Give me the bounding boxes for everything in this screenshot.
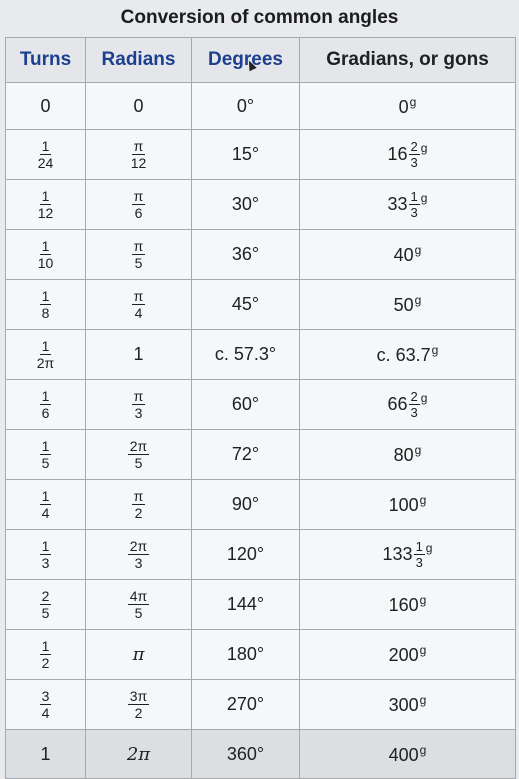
radians-value: 1 bbox=[133, 344, 144, 364]
numerator: 2 bbox=[41, 588, 50, 604]
radians-fraction bbox=[128, 439, 149, 470]
gradian-unit: g bbox=[414, 443, 422, 457]
turns-fraction bbox=[40, 689, 52, 720]
denominator: 4 bbox=[134, 305, 143, 321]
cell-radians bbox=[86, 83, 192, 130]
gradian-unit: g bbox=[414, 243, 422, 257]
header-gradians[interactable]: Gradians, or gons bbox=[300, 38, 516, 83]
gradians-mixed-number bbox=[388, 390, 420, 419]
turns-fraction bbox=[35, 339, 56, 370]
turns-value: 0 bbox=[40, 95, 51, 116]
cell-radians bbox=[86, 280, 192, 330]
cell-gradians bbox=[300, 330, 516, 380]
denominator: 12 bbox=[130, 155, 147, 171]
cell-degrees bbox=[192, 480, 300, 530]
denominator: 4 bbox=[41, 705, 50, 721]
table-row bbox=[6, 630, 516, 680]
denominator: 3 bbox=[415, 555, 423, 570]
degrees-value: 270° bbox=[226, 694, 265, 714]
numerator: 1 bbox=[41, 138, 50, 154]
denominator: 2 bbox=[134, 705, 143, 721]
cell-gradians bbox=[300, 380, 516, 430]
denominator: 12 bbox=[37, 205, 54, 221]
gradian-unit: g bbox=[414, 293, 422, 307]
cell-degrees bbox=[192, 180, 300, 230]
cell-radians bbox=[86, 230, 192, 280]
cell-turns bbox=[6, 380, 86, 430]
cell-radians bbox=[86, 180, 192, 230]
numerator: 1 bbox=[41, 488, 50, 504]
gradian-unit: g bbox=[420, 391, 428, 405]
gradian-unit: g bbox=[425, 541, 433, 555]
gradian-unit: g bbox=[431, 343, 439, 357]
denominator: 2π bbox=[36, 355, 55, 371]
cell-gradians bbox=[300, 530, 516, 580]
radians-fraction bbox=[132, 489, 146, 520]
radians-value: 0 bbox=[133, 95, 144, 116]
gradian-unit: g bbox=[419, 593, 427, 607]
denominator: 6 bbox=[41, 405, 50, 421]
cell-degrees bbox=[192, 83, 300, 130]
cell-turns bbox=[6, 680, 86, 730]
degrees-value: 45° bbox=[231, 294, 260, 314]
cell-degrees bbox=[192, 130, 300, 180]
cell-degrees bbox=[192, 680, 300, 730]
cell-gradians bbox=[300, 430, 516, 480]
gradian-unit: g bbox=[409, 94, 417, 109]
cell-gradians bbox=[300, 630, 516, 680]
cell-turns bbox=[6, 180, 86, 230]
cell-turns bbox=[6, 130, 86, 180]
cell-degrees bbox=[192, 430, 300, 480]
numerator: 1 bbox=[41, 538, 50, 554]
cell-turns bbox=[6, 580, 86, 630]
numerator: 1 bbox=[415, 539, 423, 554]
cell-turns bbox=[6, 83, 86, 130]
gradian-unit: g bbox=[419, 742, 427, 757]
numerator: 4π bbox=[129, 588, 148, 604]
gradians-fraction bbox=[409, 190, 420, 219]
denominator: 24 bbox=[37, 155, 54, 171]
numerator: 1 bbox=[41, 338, 50, 354]
denominator: 3 bbox=[410, 405, 418, 420]
table-row bbox=[6, 330, 516, 380]
table-row bbox=[6, 230, 516, 280]
gradians-fraction bbox=[409, 140, 420, 169]
cell-gradians bbox=[300, 680, 516, 730]
numerator: π bbox=[133, 488, 144, 504]
gradians-fraction bbox=[414, 540, 425, 569]
gradian-unit: g bbox=[420, 141, 428, 155]
degrees-value: 144° bbox=[226, 594, 265, 614]
turns-fraction bbox=[36, 139, 56, 170]
table-row bbox=[6, 280, 516, 330]
gradians-value: 100 bbox=[388, 495, 419, 515]
cell-gradians bbox=[300, 480, 516, 530]
turns-fraction bbox=[40, 289, 52, 320]
gradians-value: c. 63.7 bbox=[376, 345, 431, 365]
gradians-value: 50 bbox=[393, 295, 414, 315]
table-row bbox=[6, 730, 516, 779]
denominator: 5 bbox=[134, 255, 143, 271]
header-degrees[interactable]: Degrees bbox=[192, 38, 300, 83]
table-caption: Conversion of common angles bbox=[120, 7, 399, 28]
cell-radians bbox=[86, 580, 192, 630]
radians-fraction bbox=[132, 189, 146, 220]
cell-degrees bbox=[192, 580, 300, 630]
numerator: 1 bbox=[41, 288, 50, 304]
table-row bbox=[6, 130, 516, 180]
numerator: 1 bbox=[41, 638, 50, 654]
denominator: 5 bbox=[134, 455, 143, 471]
denominator: 8 bbox=[41, 305, 50, 321]
turns-fraction bbox=[40, 589, 52, 620]
numerator: π bbox=[133, 138, 144, 154]
denominator: 3 bbox=[410, 205, 418, 220]
radians-fraction bbox=[128, 589, 149, 620]
numerator: π bbox=[133, 388, 144, 404]
cell-radians bbox=[86, 330, 192, 380]
gradian-unit: g bbox=[419, 693, 427, 707]
header-radians[interactable]: Radians bbox=[86, 38, 192, 83]
cell-gradians bbox=[300, 730, 516, 779]
cell-gradians bbox=[300, 83, 516, 130]
denominator: 5 bbox=[134, 605, 143, 621]
numerator: π bbox=[133, 188, 144, 204]
cell-turns bbox=[6, 280, 86, 330]
gradians-fraction bbox=[409, 390, 420, 419]
table-row bbox=[6, 430, 516, 480]
cell-radians bbox=[86, 430, 192, 480]
radians-value: 2π bbox=[126, 743, 151, 765]
gradians-value: 160 bbox=[388, 595, 419, 615]
gradians-whole: 33 bbox=[387, 194, 408, 214]
header-turns[interactable]: Turns bbox=[6, 38, 86, 83]
denominator: 5 bbox=[41, 455, 50, 471]
degrees-value: 30° bbox=[231, 194, 260, 214]
turns-fraction bbox=[40, 539, 52, 570]
cell-turns bbox=[6, 430, 86, 480]
cell-gradians bbox=[300, 180, 516, 230]
turns-fraction bbox=[40, 639, 52, 670]
degrees-value: 360° bbox=[226, 743, 265, 764]
denominator: 3 bbox=[41, 555, 50, 571]
numerator: 1 bbox=[410, 189, 418, 204]
turns-fraction bbox=[40, 439, 52, 470]
cell-gradians bbox=[300, 280, 516, 330]
denominator: 10 bbox=[37, 255, 54, 271]
cell-degrees bbox=[192, 380, 300, 430]
cell-radians bbox=[86, 380, 192, 430]
gradian-unit: g bbox=[419, 493, 427, 507]
gradian-unit: g bbox=[419, 643, 427, 657]
degrees-value: 0° bbox=[236, 95, 255, 116]
denominator: 3 bbox=[134, 555, 143, 571]
turns-fraction bbox=[36, 239, 56, 270]
numerator: 3π bbox=[129, 688, 148, 704]
cell-radians bbox=[86, 680, 192, 730]
table-row bbox=[6, 380, 516, 430]
numerator: π bbox=[133, 238, 144, 254]
gradians-value: 300 bbox=[388, 695, 419, 715]
table-row bbox=[6, 180, 516, 230]
cell-gradians bbox=[300, 580, 516, 630]
denominator: 4 bbox=[41, 505, 50, 521]
cell-radians bbox=[86, 480, 192, 530]
turns-fraction bbox=[40, 389, 52, 420]
degrees-value: c. 57.3° bbox=[214, 344, 277, 364]
cell-degrees bbox=[192, 330, 300, 380]
denominator: 6 bbox=[134, 205, 143, 221]
degrees-value: 90° bbox=[231, 494, 260, 514]
degrees-value: 72° bbox=[231, 444, 260, 464]
denominator: 2 bbox=[134, 505, 143, 521]
radians-fraction bbox=[128, 539, 149, 570]
table-row bbox=[6, 480, 516, 530]
radians-fraction bbox=[132, 239, 146, 270]
cell-degrees bbox=[192, 530, 300, 580]
numerator: 2π bbox=[129, 538, 148, 554]
gradians-value: 40 bbox=[393, 245, 414, 265]
turns-value: 1 bbox=[40, 743, 51, 764]
cell-radians bbox=[86, 630, 192, 680]
angle-conversion-table bbox=[5, 37, 516, 779]
cell-degrees bbox=[192, 280, 300, 330]
numerator: 3 bbox=[41, 688, 50, 704]
numerator: 1 bbox=[41, 388, 50, 404]
cell-turns bbox=[6, 630, 86, 680]
cell-turns bbox=[6, 230, 86, 280]
degrees-value: 60° bbox=[231, 394, 260, 414]
numerator: π bbox=[133, 288, 144, 304]
numerator: 2 bbox=[410, 139, 418, 154]
denominator: 3 bbox=[134, 405, 143, 421]
cell-radians bbox=[86, 130, 192, 180]
numerator: 1 bbox=[41, 238, 50, 254]
degrees-value: 120° bbox=[226, 544, 265, 564]
gradians-mixed-number bbox=[388, 140, 420, 169]
numerator: 1 bbox=[41, 438, 50, 454]
radians-value: π bbox=[132, 644, 145, 665]
numerator: 2 bbox=[410, 389, 418, 404]
radians-fraction bbox=[129, 139, 149, 170]
table-row bbox=[6, 83, 516, 130]
table-row bbox=[6, 530, 516, 580]
header-row bbox=[6, 38, 516, 83]
gradians-whole: 133 bbox=[382, 544, 413, 564]
gradians-whole: 16 bbox=[387, 144, 408, 164]
gradians-mixed-number bbox=[383, 540, 425, 569]
cell-turns bbox=[6, 730, 86, 779]
denominator: 5 bbox=[41, 605, 50, 621]
cell-turns bbox=[6, 480, 86, 530]
table-row bbox=[6, 680, 516, 730]
denominator: 2 bbox=[41, 655, 50, 671]
cell-gradians bbox=[300, 130, 516, 180]
radians-fraction bbox=[132, 289, 146, 320]
turns-fraction bbox=[40, 489, 52, 520]
gradians-value: 80 bbox=[393, 445, 414, 465]
numerator: 1 bbox=[41, 188, 50, 204]
radians-fraction bbox=[128, 689, 149, 720]
gradian-unit: g bbox=[420, 191, 428, 205]
degrees-value: 180° bbox=[226, 644, 265, 664]
numerator: 2π bbox=[129, 438, 148, 454]
cell-degrees bbox=[192, 230, 300, 280]
gradians-value: 400 bbox=[388, 744, 419, 765]
cell-radians bbox=[86, 530, 192, 580]
gradians-value: 0 bbox=[398, 96, 409, 117]
denominator: 3 bbox=[410, 155, 418, 170]
turns-fraction bbox=[36, 189, 56, 220]
cell-turns bbox=[6, 330, 86, 380]
cell-radians bbox=[86, 730, 192, 779]
table-row bbox=[6, 580, 516, 630]
degrees-value: 15° bbox=[231, 144, 260, 164]
radians-fraction bbox=[132, 389, 146, 420]
cell-degrees bbox=[192, 630, 300, 680]
cell-gradians bbox=[300, 230, 516, 280]
degrees-value: 36° bbox=[231, 244, 260, 264]
gradians-value: 200 bbox=[388, 645, 419, 665]
gradians-whole: 66 bbox=[387, 394, 408, 414]
cell-turns bbox=[6, 530, 86, 580]
gradians-mixed-number bbox=[388, 190, 420, 219]
cell-degrees bbox=[192, 730, 300, 779]
